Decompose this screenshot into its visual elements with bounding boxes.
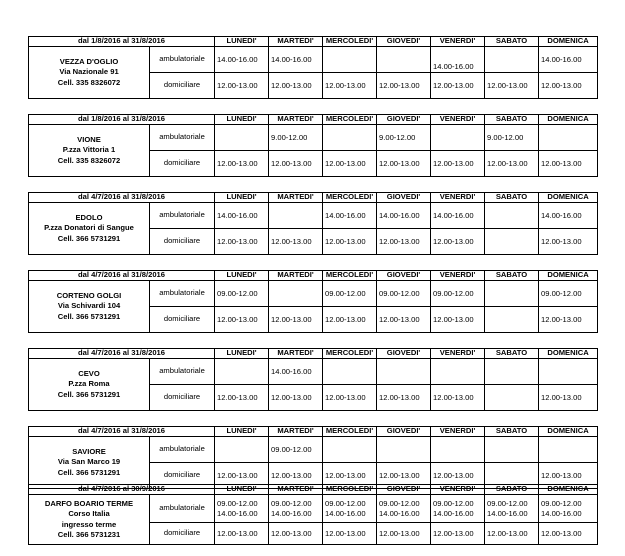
location-cell — [29, 495, 150, 545]
time-slot: 12.00-13.00 — [379, 236, 420, 246]
schedule-table — [28, 192, 598, 255]
day-header: DOMENICA — [539, 427, 598, 437]
time-slot-cell — [539, 359, 598, 385]
time-slot: 12.00-13.00 — [217, 528, 258, 538]
time-slot-cell — [431, 523, 485, 545]
day-header: MERCOLEDI' — [323, 485, 377, 495]
time-slot-cell — [431, 229, 485, 255]
time-slot: 12.00-13.00 — [379, 528, 420, 538]
time-slot-cell — [485, 47, 539, 73]
time-slot-cell — [431, 151, 485, 177]
day-header: GIOVEDI' — [377, 193, 431, 203]
schedule-table — [28, 484, 598, 545]
time-slot: 12.00-13.00 — [325, 314, 366, 324]
schedule-table — [28, 36, 598, 99]
day-header: GIOVEDI' — [377, 37, 431, 47]
time-slot-cell — [485, 229, 539, 255]
time-slot: 12.00-13.00 — [271, 158, 312, 168]
time-slot-cell — [485, 151, 539, 177]
day-header: DOMENICA — [539, 37, 598, 47]
table-row — [29, 359, 598, 385]
time-slot: 12.00-13.00 — [487, 158, 528, 168]
time-slot-cell — [323, 73, 377, 99]
location-line: Via Schivardi 104 — [57, 301, 121, 311]
time-slot: 12.00-13.00 — [541, 158, 582, 168]
header-row — [29, 271, 598, 281]
day-header: DOMENICA — [539, 115, 598, 125]
time-slot-cell — [539, 203, 598, 229]
day-header: MARTEDI' — [269, 427, 323, 437]
service-type-label: ambulatoriale — [150, 203, 215, 229]
time-slot-cell — [377, 151, 431, 177]
time-slot: 09.00-12.00 — [271, 444, 312, 454]
time-slot: 12.00-13.00 — [433, 392, 474, 402]
time-slot-cell — [323, 495, 377, 523]
time-slot: 14.00-16.00 — [379, 508, 420, 518]
location-line: CEVO — [78, 368, 100, 378]
time-slot-cell — [377, 203, 431, 229]
time-slot-cell — [539, 495, 598, 523]
day-header: LUNEDI' — [215, 485, 269, 495]
day-header: VENERDI' — [431, 193, 485, 203]
time-slot: 12.00-13.00 — [271, 236, 312, 246]
day-header: GIOVEDI' — [377, 115, 431, 125]
time-slot-cell — [215, 73, 269, 99]
time-slot-cell — [323, 307, 377, 333]
header-row — [29, 193, 598, 203]
day-header: SABATO — [485, 193, 539, 203]
day-header: LUNEDI' — [215, 37, 269, 47]
location-cell — [29, 125, 150, 177]
time-slot-cell — [215, 151, 269, 177]
time-slot-cell — [431, 281, 485, 307]
time-slot: 14.00-16.00 — [271, 54, 312, 64]
time-slot-cell — [269, 73, 323, 99]
location-line: Corso Italia — [68, 509, 110, 519]
time-slot: 12.00-13.00 — [325, 80, 366, 90]
time-slot-cell — [485, 523, 539, 545]
time-slot: 12.00-13.00 — [379, 470, 420, 480]
time-slot-cell — [269, 385, 323, 411]
time-slot-cell — [377, 495, 431, 523]
time-slot: 14.00-16.00 — [541, 508, 582, 518]
time-slot: 09.00-12.00 — [433, 288, 474, 298]
day-header: MERCOLEDI' — [323, 37, 377, 47]
time-slot-cell — [431, 125, 485, 151]
time-slot: 12.00-13.00 — [271, 528, 312, 538]
service-type-label: ambulatoriale — [150, 437, 215, 463]
time-slot: 12.00-13.00 — [433, 80, 474, 90]
location-line: Cell. 366 5731291 — [57, 467, 121, 477]
service-type-label: ambulatoriale — [150, 359, 215, 385]
time-slot-cell — [431, 73, 485, 99]
period-label: dal 4/7/2016 al 31/8/2016 — [29, 193, 215, 203]
time-slot-cell — [485, 73, 539, 99]
time-slot-cell — [485, 281, 539, 307]
time-slot-cell — [323, 385, 377, 411]
day-header: SABATO — [485, 271, 539, 281]
time-slot-cell — [431, 495, 485, 523]
time-slot: 12.00-13.00 — [325, 236, 366, 246]
time-slot: 12.00-13.00 — [271, 470, 312, 480]
time-slot: 12.00-13.00 — [325, 528, 366, 538]
time-slot: 12.00-13.00 — [541, 528, 582, 538]
time-slot: 12.00-13.00 — [217, 158, 258, 168]
time-slot-cell — [269, 437, 323, 463]
day-header: MERCOLEDI' — [323, 427, 377, 437]
time-slot-cell — [431, 385, 485, 411]
day-header: GIOVEDI' — [377, 427, 431, 437]
time-slot-cell — [269, 281, 323, 307]
day-header: GIOVEDI' — [377, 271, 431, 281]
time-slot-cell — [269, 151, 323, 177]
table-row — [29, 47, 598, 73]
day-header: GIOVEDI' — [377, 485, 431, 495]
time-slot: 12.00-13.00 — [433, 236, 474, 246]
day-header: MARTEDI' — [269, 485, 323, 495]
time-slot-cell — [215, 495, 269, 523]
header-row — [29, 115, 598, 125]
header-row — [29, 349, 598, 359]
schedule-table — [28, 270, 598, 333]
day-header: VENERDI' — [431, 349, 485, 359]
time-slot-cell — [377, 125, 431, 151]
time-slot-cell — [269, 359, 323, 385]
time-slot-cell — [539, 307, 598, 333]
service-type-label: ambulatoriale — [150, 281, 215, 307]
time-slot-cell — [431, 203, 485, 229]
time-slot: 09.00-12.00 — [379, 288, 420, 298]
service-type-label: domiciliare — [150, 151, 215, 177]
location-line: VEZZA D'OGLIO — [59, 56, 119, 66]
time-slot: 14.00-16.00 — [541, 210, 582, 220]
day-header: MARTEDI' — [269, 349, 323, 359]
time-slot: 12.00-13.00 — [541, 314, 582, 324]
day-header: MARTEDI' — [269, 193, 323, 203]
time-slot-cell — [323, 437, 377, 463]
location-line: DARFO BOARIO TERME — [44, 498, 134, 508]
time-slot-cell — [485, 437, 539, 463]
time-slot: 12.00-13.00 — [325, 158, 366, 168]
day-header: MERCOLEDI' — [323, 115, 377, 125]
time-slot-cell — [485, 203, 539, 229]
time-slot: 09.00-12.00 — [541, 288, 582, 298]
day-header: MARTEDI' — [269, 37, 323, 47]
time-slot: 14.00-16.00 — [433, 210, 474, 220]
time-slot: 14.00-16.00 — [433, 61, 474, 71]
time-slot-cell — [377, 523, 431, 545]
time-slot-cell — [269, 47, 323, 73]
time-slot-cell — [485, 385, 539, 411]
time-slot-cell — [215, 385, 269, 411]
location-cell — [29, 281, 150, 333]
time-slot: 12.00-13.00 — [325, 392, 366, 402]
location-line: EDOLO — [75, 212, 103, 222]
period-label: dal 4/7/2016 al 31/8/2016 — [29, 271, 215, 281]
location-line: Cell. 335 8326072 — [57, 155, 121, 165]
time-slot: 14.00-16.00 — [325, 508, 366, 518]
time-slot-cell — [377, 437, 431, 463]
time-slot-cell — [323, 125, 377, 151]
time-slot-cell — [215, 203, 269, 229]
time-slot-cell — [377, 47, 431, 73]
location-line: Cell. 366 5731291 — [57, 233, 121, 243]
time-slot-cell — [539, 125, 598, 151]
location-line: P.zza Donatori di Sangue — [44, 223, 134, 233]
day-header: DOMENICA — [539, 271, 598, 281]
time-slot-cell — [215, 229, 269, 255]
time-slot: 14.00-16.00 — [325, 210, 366, 220]
time-slot-cell — [215, 281, 269, 307]
time-slot-cell — [377, 73, 431, 99]
time-slot-cell — [485, 359, 539, 385]
time-slot: 12.00-13.00 — [325, 470, 366, 480]
day-header: VENERDI' — [431, 115, 485, 125]
time-slot: 12.00-13.00 — [217, 236, 258, 246]
time-slot: 09.00-12.00 — [217, 288, 258, 298]
time-slot: 09.00-12.00 — [487, 499, 528, 509]
table-row — [29, 203, 598, 229]
time-slot-cell — [539, 73, 598, 99]
service-type-label: ambulatoriale — [150, 125, 215, 151]
time-slot-cell — [377, 359, 431, 385]
time-slot-cell — [539, 281, 598, 307]
time-slot: 14.00-16.00 — [541, 54, 582, 64]
time-slot-cell — [431, 359, 485, 385]
time-slot-cell — [431, 307, 485, 333]
location-line: Cell. 366 5731231 — [57, 529, 121, 539]
service-type-label: domiciliare — [150, 523, 215, 545]
location-cell — [29, 47, 150, 99]
day-header: LUNEDI' — [215, 193, 269, 203]
schedule-table — [28, 348, 598, 411]
day-header: MARTEDI' — [269, 271, 323, 281]
service-type-label: ambulatoriale — [150, 47, 215, 73]
time-slot: 12.00-13.00 — [217, 470, 258, 480]
location-line: Via San Marco 19 — [57, 457, 121, 467]
period-label: dal 4/7/2016 al 30/9/2016 — [29, 485, 215, 495]
period-label: dal 4/7/2016 al 31/8/2016 — [29, 349, 215, 359]
time-slot: 14.00-16.00 — [379, 210, 420, 220]
time-slot: 12.00-13.00 — [217, 314, 258, 324]
location-line: P.zza Roma — [68, 379, 110, 389]
location-line: Via Nazionale 91 — [59, 67, 119, 77]
time-slot-cell — [215, 307, 269, 333]
time-slot-cell — [485, 307, 539, 333]
location-line: CORTENO GOLGI — [56, 290, 122, 300]
table-row — [29, 281, 598, 307]
time-slot-cell — [323, 523, 377, 545]
day-header: SABATO — [485, 349, 539, 359]
time-slot: 12.00-13.00 — [433, 470, 474, 480]
day-header: DOMENICA — [539, 193, 598, 203]
time-slot-cell — [377, 281, 431, 307]
table-row — [29, 437, 598, 463]
service-type-label: domiciliare — [150, 463, 215, 489]
header-row — [29, 485, 598, 495]
location-line: Cell. 366 5731291 — [57, 389, 121, 399]
time-slot: 12.00-13.00 — [379, 158, 420, 168]
time-slot: 09.00-12.00 — [217, 499, 258, 509]
time-slot: 9.00-12.00 — [379, 132, 416, 142]
time-slot: 09.00-12.00 — [325, 499, 366, 509]
time-slot-cell — [539, 229, 598, 255]
header-row — [29, 37, 598, 47]
day-header: SABATO — [485, 37, 539, 47]
time-slot-cell — [431, 437, 485, 463]
time-slot: 14.00-16.00 — [271, 366, 312, 376]
time-slot: 09.00-12.00 — [325, 288, 366, 298]
day-header: LUNEDI' — [215, 349, 269, 359]
time-slot-cell — [539, 47, 598, 73]
schedule-table — [28, 426, 598, 489]
location-cell — [29, 203, 150, 255]
time-slot: 12.00-13.00 — [217, 392, 258, 402]
day-header: LUNEDI' — [215, 271, 269, 281]
day-header: VENERDI' — [431, 427, 485, 437]
day-header: LUNEDI' — [215, 115, 269, 125]
location-line: SAVIORE — [72, 446, 106, 456]
table-row — [29, 495, 598, 523]
service-type-label: domiciliare — [150, 307, 215, 333]
day-header: VENERDI' — [431, 485, 485, 495]
time-slot: 9.00-12.00 — [271, 132, 308, 142]
time-slot-cell — [269, 307, 323, 333]
time-slot: 09.00-12.00 — [379, 499, 420, 509]
time-slot: 12.00-13.00 — [487, 528, 528, 538]
day-header: SABATO — [485, 427, 539, 437]
time-slot-cell — [269, 203, 323, 229]
time-slot: 14.00-16.00 — [217, 54, 258, 64]
time-slot-cell — [215, 437, 269, 463]
time-slot-cell — [269, 495, 323, 523]
day-header: MERCOLEDI' — [323, 193, 377, 203]
time-slot: 12.00-13.00 — [271, 392, 312, 402]
time-slot: 12.00-13.00 — [379, 392, 420, 402]
time-slot: 09.00-12.00 — [433, 499, 474, 509]
time-slot: 9.00-12.00 — [487, 132, 524, 142]
time-slot-cell — [377, 385, 431, 411]
time-slot-cell — [539, 437, 598, 463]
period-label: dal 4/7/2016 al 31/8/2016 — [29, 427, 215, 437]
table-row — [29, 125, 598, 151]
period-label: dal 1/8/2016 al 31/8/2016 — [29, 115, 215, 125]
time-slot: 14.00-16.00 — [433, 508, 474, 518]
location-cell — [29, 437, 150, 489]
time-slot-cell — [323, 47, 377, 73]
time-slot-cell — [485, 125, 539, 151]
time-slot: 12.00-13.00 — [433, 314, 474, 324]
time-slot-cell — [539, 523, 598, 545]
time-slot: 12.00-13.00 — [271, 314, 312, 324]
location-line: ingresso terme — [61, 519, 117, 529]
time-slot-cell — [323, 281, 377, 307]
day-header: SABATO — [485, 115, 539, 125]
time-slot-cell — [323, 203, 377, 229]
service-type-label: domiciliare — [150, 385, 215, 411]
day-header: DOMENICA — [539, 485, 598, 495]
period-label: dal 1/8/2016 al 31/8/2016 — [29, 37, 215, 47]
time-slot: 12.00-13.00 — [487, 80, 528, 90]
time-slot-cell — [431, 47, 485, 73]
day-header: MERCOLEDI' — [323, 271, 377, 281]
location-cell — [29, 359, 150, 411]
location-line: VIONE — [77, 134, 101, 144]
time-slot-cell — [215, 523, 269, 545]
time-slot: 12.00-13.00 — [433, 528, 474, 538]
time-slot-cell — [485, 495, 539, 523]
location-line: Cell. 366 5731291 — [57, 311, 121, 321]
time-slot-cell — [215, 47, 269, 73]
day-header: GIOVEDI' — [377, 349, 431, 359]
time-slot-cell — [323, 359, 377, 385]
time-slot-cell — [215, 359, 269, 385]
time-slot: 09.00-12.00 — [541, 499, 582, 509]
time-slot: 14.00-16.00 — [271, 508, 312, 518]
header-row — [29, 427, 598, 437]
day-header: MARTEDI' — [269, 115, 323, 125]
location-line: P.zza Vittoria 1 — [62, 145, 116, 155]
time-slot: 12.00-13.00 — [379, 314, 420, 324]
time-slot-cell — [539, 385, 598, 411]
service-type-label: domiciliare — [150, 73, 215, 99]
day-header: VENERDI' — [431, 271, 485, 281]
time-slot: 12.00-13.00 — [379, 80, 420, 90]
time-slot: 14.00-16.00 — [217, 210, 258, 220]
service-type-label: domiciliare — [150, 229, 215, 255]
time-slot: 14.00-16.00 — [487, 508, 528, 518]
time-slot-cell — [269, 125, 323, 151]
location-line: Cell. 335 8326072 — [57, 77, 121, 87]
service-type-label: ambulatoriale — [150, 495, 215, 523]
time-slot: 12.00-13.00 — [217, 80, 258, 90]
day-header: LUNEDI' — [215, 427, 269, 437]
time-slot: 12.00-13.00 — [271, 80, 312, 90]
time-slot: 12.00-13.00 — [541, 470, 582, 480]
time-slot: 12.00-13.00 — [541, 236, 582, 246]
day-header: DOMENICA — [539, 349, 598, 359]
time-slot-cell — [539, 151, 598, 177]
time-slot: 12.00-13.00 — [541, 80, 582, 90]
time-slot: 09.00-12.00 — [271, 499, 312, 509]
time-slot: 12.00-13.00 — [433, 158, 474, 168]
time-slot-cell — [377, 307, 431, 333]
day-header: VENERDI' — [431, 37, 485, 47]
time-slot-cell — [323, 151, 377, 177]
schedule-table — [28, 114, 598, 177]
time-slot: 14.00-16.00 — [217, 508, 258, 518]
time-slot-cell — [269, 523, 323, 545]
time-slot-cell — [377, 229, 431, 255]
day-header: SABATO — [485, 485, 539, 495]
time-slot-cell — [323, 229, 377, 255]
time-slot-cell — [269, 229, 323, 255]
time-slot: 12.00-13.00 — [541, 392, 582, 402]
day-header: MERCOLEDI' — [323, 349, 377, 359]
time-slot-cell — [215, 125, 269, 151]
